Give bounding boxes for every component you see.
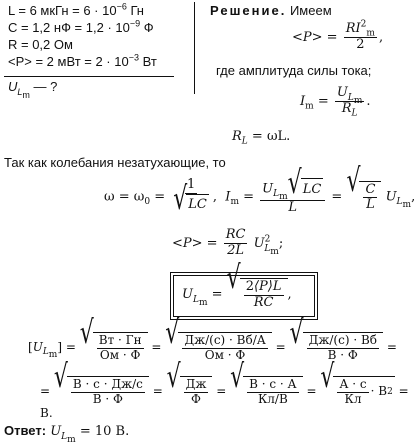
power-formula: <P> = $\frac{RI^2_m}{2}$ , bbox=[292, 19, 384, 52]
given-p: <P> = 2 мВт = $2 \cdot 10^{-3}$ Вт bbox=[8, 52, 157, 69]
units-check-2: = √ $\frac{В \cdot с \cdot Дж/с}{В \cdot Ф}$ = √ $\frac{Дж}{Ф}$ = √ $\frac{В \cdot с \cdot А}{Кл/В}$ = √ $\frac{А \cdot с}{Кл}$ · В 2 = В. bbox=[40, 359, 409, 420]
answer: Ответ: $U_{L_m} = 10$ В. bbox=[4, 423, 130, 445]
omega-formula: $\omega = \omega_0$ = 1 √ LC , $I_m$ = $U_{L_m}$ √ LC L = √ $\frac{C}{L}$ $U_{L_m}$, bbox=[104, 162, 416, 218]
power-rc-formula: <P> = $\frac{RC}{2L}$ $U^2_{L_m}$; bbox=[172, 227, 284, 258]
current-formula: $I_m$ = $\frac{U_{L_m}}{R_L}$ . bbox=[300, 85, 371, 119]
given-r: R = 0,2 Ом bbox=[8, 37, 73, 52]
solution-heading: Решение. Имеем bbox=[210, 3, 332, 18]
undamped-text: Так как колебания незатухающие, то bbox=[4, 155, 226, 170]
given-unknown: $U_{L_m}$ — ? bbox=[8, 79, 58, 100]
given-divider bbox=[4, 76, 174, 77]
amplitude-text: где амплитуда силы тока; bbox=[216, 63, 372, 78]
result-formula: $U_{L_m}$ = √ $\frac{2⟨P⟩L}{RC}$ , bbox=[182, 260, 292, 310]
units-check-1: $[U_{L_m}]$ = √ $\frac{Вт \cdot Гн}{Ом \cdot Ф}$ = √ $\frac{Дж/(с) \cdot Вб/А}{Ом \cdot Ф}$ = √ $\frac{Дж/(с) \cdot Вб}{В \cdot Ф}$ = bbox=[28, 315, 397, 362]
given-c: C = 1,2 нФ = $1,2 \cdot 10^{-9}$ Ф bbox=[8, 18, 154, 35]
rl-formula: $R_L = \omega L$. bbox=[232, 129, 291, 147]
given-l: L = 6 мкГн = $6 \cdot 10^{-6}$ Гн bbox=[8, 1, 144, 18]
